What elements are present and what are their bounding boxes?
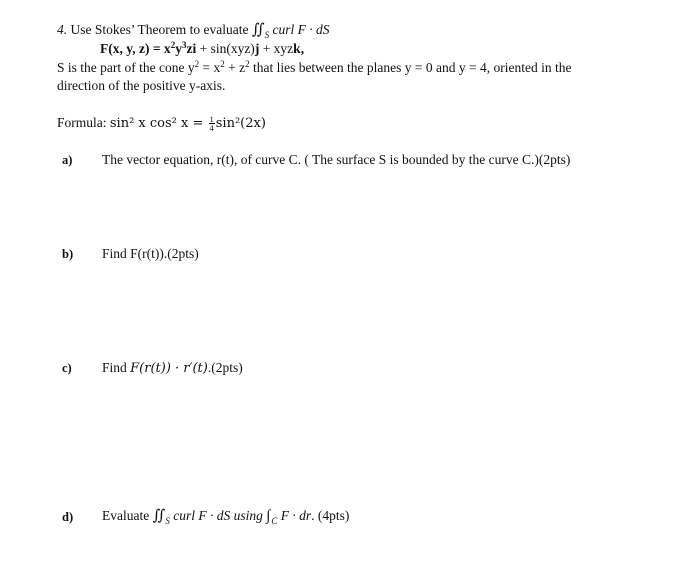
- field-z: z: [186, 41, 193, 56]
- surface-exp-2: 2: [220, 59, 225, 69]
- formula-line: [57, 115, 266, 132]
- surface-desc-b: = x: [199, 60, 221, 75]
- vector-field-definition: [100, 41, 304, 58]
- formula-label: Formula:: [57, 115, 110, 130]
- double-integral-symbol: ∬: [251, 22, 261, 38]
- integral-subscript-s: S: [165, 516, 170, 526]
- field-k: k: [293, 41, 301, 56]
- double-integral-symbol-d: ∬: [152, 508, 162, 524]
- surface-desc-d: that lies between the planes y = 0 and y = 4, oriented in the: [249, 60, 572, 75]
- field-lhs: F(x, y, z) = x: [100, 41, 171, 56]
- formula-rhs: sin²(2x): [215, 116, 266, 131]
- formula-fraction: [209, 115, 215, 132]
- part-d-prefix: Evaluate: [102, 508, 153, 523]
- surface-exp-3: 2: [245, 59, 250, 69]
- integrand: curl F · dS: [272, 22, 330, 37]
- part-d-mid2: F · dr: [280, 508, 312, 523]
- part-d-text: [102, 508, 349, 525]
- integral-subscript-c: C: [271, 516, 278, 526]
- part-c-text: [102, 360, 243, 377]
- field-i: i: [192, 41, 197, 56]
- line-integral-symbol: ∫: [266, 508, 271, 524]
- fraction-numerator: 1: [209, 114, 214, 125]
- part-c-math: F(r(t)) · r′(t): [130, 361, 208, 376]
- part-a-label: a): [62, 153, 73, 167]
- field-mid: + sin(xyz): [196, 41, 255, 56]
- field-y: y: [175, 41, 182, 56]
- integral-subscript: S: [264, 30, 270, 40]
- problem-number: 4.: [57, 22, 68, 37]
- part-b-text: Find F(r(t)).(2pts): [102, 246, 199, 261]
- part-d-mid: curl F · dS using: [173, 508, 267, 523]
- part-d-suffix: . (4pts): [311, 508, 350, 523]
- fraction-denominator: 4: [209, 123, 214, 134]
- surface-desc-a: S is the part of the cone y: [57, 60, 195, 75]
- field-plus: + xyz: [259, 41, 294, 56]
- field-exponent-b: 3: [181, 40, 187, 50]
- formula-lhs: sin² x cos² x =: [109, 116, 208, 131]
- surface-description-line-2: direction of the positive y-axis.: [57, 78, 226, 93]
- problem-statement-line-1: [57, 22, 329, 39]
- surface-exp-1: 2: [194, 59, 200, 69]
- field-exponent-a: 2: [170, 40, 176, 50]
- problem-intro: Use Stokes’ Theorem to evaluate: [70, 22, 249, 37]
- part-a-text: The vector equation, r(t), of curve C. ( The surface S is bounded by the curve C.)(2pts): [102, 152, 571, 167]
- surface-description-line-1: [57, 60, 571, 77]
- part-c-label: c): [62, 361, 72, 375]
- part-c-prefix: Find: [102, 360, 131, 375]
- field-end: ,: [300, 41, 305, 56]
- field-j: j: [254, 41, 260, 56]
- part-c-suffix: .(2pts): [207, 360, 243, 375]
- part-d-label: d): [62, 510, 74, 524]
- surface-desc-c: + z: [224, 60, 246, 75]
- part-b-label: b): [62, 247, 74, 261]
